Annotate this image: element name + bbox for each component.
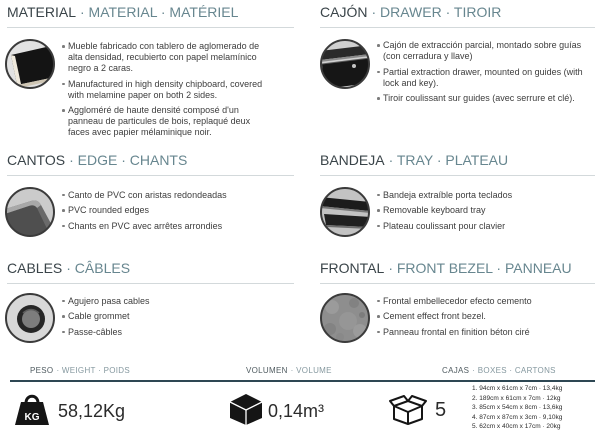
front-bezel-bullet-es: Frontal embellecedor efecto cemento <box>377 296 595 307</box>
edge-bullet-en: PVC rounded edges <box>62 205 292 216</box>
material-heading-primary: MATERIAL <box>7 4 76 20</box>
material-heading <box>7 4 238 20</box>
cables-bullet-en: Cable grommet <box>62 311 292 322</box>
tray-heading-primary: BANDEJA <box>320 152 385 168</box>
boxes-label <box>442 366 556 376</box>
drawer-heading-primary: CAJÓN <box>320 4 368 20</box>
front-bezel-heading-translations: · FRONT BEZEL · PANNEAU <box>388 260 572 276</box>
cables-heading-rule <box>7 283 294 284</box>
drawer-bullet-es: Cajón de extracción parcial, montado sobre guías (con cerradura y llave) <box>377 40 595 62</box>
tray-bullet-es: Bandeja extraíble porta teclados <box>377 190 595 201</box>
edge-bullet-fr: Chants en PVC avec arrêtes arrondies <box>62 221 292 232</box>
drawer-photo-graphic <box>320 39 370 89</box>
pvc-rounded-edge-photo <box>5 187 55 237</box>
edge-heading-primary: CANTOS <box>7 152 66 168</box>
front-bezel-bullets <box>377 296 595 343</box>
cement-front-bezel-photo <box>320 293 370 343</box>
tray-bullet-en: Removable keyboard tray <box>377 205 595 216</box>
kg-weight-icon <box>14 392 50 426</box>
material-bullet-en: Manufactured in high density chipboard, covered with melamine paper on both 2 sides. <box>62 79 274 101</box>
tray-heading-rule <box>320 175 595 176</box>
material-heading-rule <box>7 27 294 28</box>
front-bezel-heading-rule <box>320 283 595 284</box>
front-bezel-bullet-en: Cement effect front bezel. <box>377 311 595 322</box>
cables-bullets <box>62 296 292 343</box>
box-dimensions-item: 2. 189cm x 61cm x 7cm · 12kg <box>472 394 561 402</box>
cables-bullet-es: Agujero pasa cables <box>62 296 292 307</box>
keyboard-tray-photo <box>320 187 370 237</box>
edge-bullets <box>62 190 292 237</box>
cables-heading <box>7 260 130 276</box>
drawer-heading-translations: · DRAWER · TIROIR <box>371 4 502 20</box>
edge-heading <box>7 152 187 168</box>
edge-heading-rule <box>7 175 294 176</box>
cement-photo-graphic <box>320 293 370 343</box>
tray-heading <box>320 152 508 168</box>
edge-heading-translations: · EDGE · CHANTS <box>69 152 188 168</box>
cube-icon <box>229 393 263 426</box>
boxes-count: 5 <box>435 399 447 421</box>
weight-value: 58,12Kg <box>58 401 126 421</box>
cables-bullet-fr: Passe-câbles <box>62 327 292 338</box>
material-bullet-fr: Aggloméré de haute densité composé d'un panneau de particules de bois, replaqué deux faces avec papier mélaminique noir. <box>62 105 274 138</box>
material-bullets <box>62 41 274 143</box>
tray-photo-graphic <box>320 187 370 237</box>
box-dimensions-item: 3. 85cm x 54cm x 8cm · 13,6kg <box>472 404 563 411</box>
cable-grommet-photo <box>5 293 55 343</box>
front-bezel-heading <box>320 260 572 276</box>
box-dimensions-list <box>472 384 562 432</box>
box-dimensions-item: 5. 62cm x 40cm x 17cm · 20kg <box>472 423 561 430</box>
drawer-heading <box>320 4 501 20</box>
footer-rule <box>10 380 595 382</box>
cables-heading-translations: · CÂBLES <box>66 260 131 276</box>
drawer-with-lock-photo <box>320 39 370 89</box>
cables-heading-primary: CABLES <box>7 260 63 276</box>
volume-label <box>246 366 332 376</box>
edge-bullet-es: Canto de PVC con aristas redondeadas <box>62 190 292 201</box>
open-box-icon <box>389 393 427 425</box>
weight-label-primary: PESO <box>30 366 54 375</box>
volume-label-translations: · VOLUME <box>290 366 332 375</box>
edge-photo-graphic <box>5 187 55 237</box>
box-dimensions-item: 4. 87cm x 87cm x 3cm · 9,10kg <box>472 413 563 421</box>
volume-value: 0,14m³ <box>268 401 325 421</box>
front-bezel-bullet-fr: Panneau frontal en finition béton ciré <box>377 327 595 338</box>
weight-label <box>30 366 130 376</box>
weight-label-translations: · WEIGHT · POIDS <box>56 366 130 375</box>
material-heading-translations: · MATERIAL · MATÉRIEL <box>79 4 239 20</box>
grommet-photo-graphic <box>5 293 55 343</box>
volume-label-primary: VOLUMEN <box>246 366 288 375</box>
drawer-bullet-fr: Tiroir coulissant sur guides (avec serrure et clé). <box>377 93 595 104</box>
tray-bullet-fr: Plateau coulissant pour clavier <box>377 221 595 232</box>
drawer-bullets <box>377 40 595 109</box>
boxes-label-translations: · BOXES · CARTONS <box>472 366 556 375</box>
material-photo-graphic <box>5 39 55 89</box>
drawer-bullet-en: Partial extraction drawer, mounted on guides (with lock and key). <box>377 67 595 89</box>
tray-heading-translations: · TRAY · PLATEAU <box>388 152 509 168</box>
boxes-label-primary: CAJAS <box>442 366 470 375</box>
kg-weight-icon-text: KG <box>24 412 40 423</box>
black-melamine-chipboard-photo <box>5 39 55 89</box>
material-bullet-es: Mueble fabricado con tablero de aglomerado de alta densidad, recubierto con papel melamínico negro a 2 caras. <box>62 41 274 74</box>
tray-bullets <box>377 190 595 237</box>
drawer-heading-rule <box>320 27 595 28</box>
front-bezel-heading-primary: FRONTAL <box>320 260 385 276</box>
box-dimensions-item: 1. 94cm x 61cm x 7cm · 13,4kg <box>472 385 563 392</box>
